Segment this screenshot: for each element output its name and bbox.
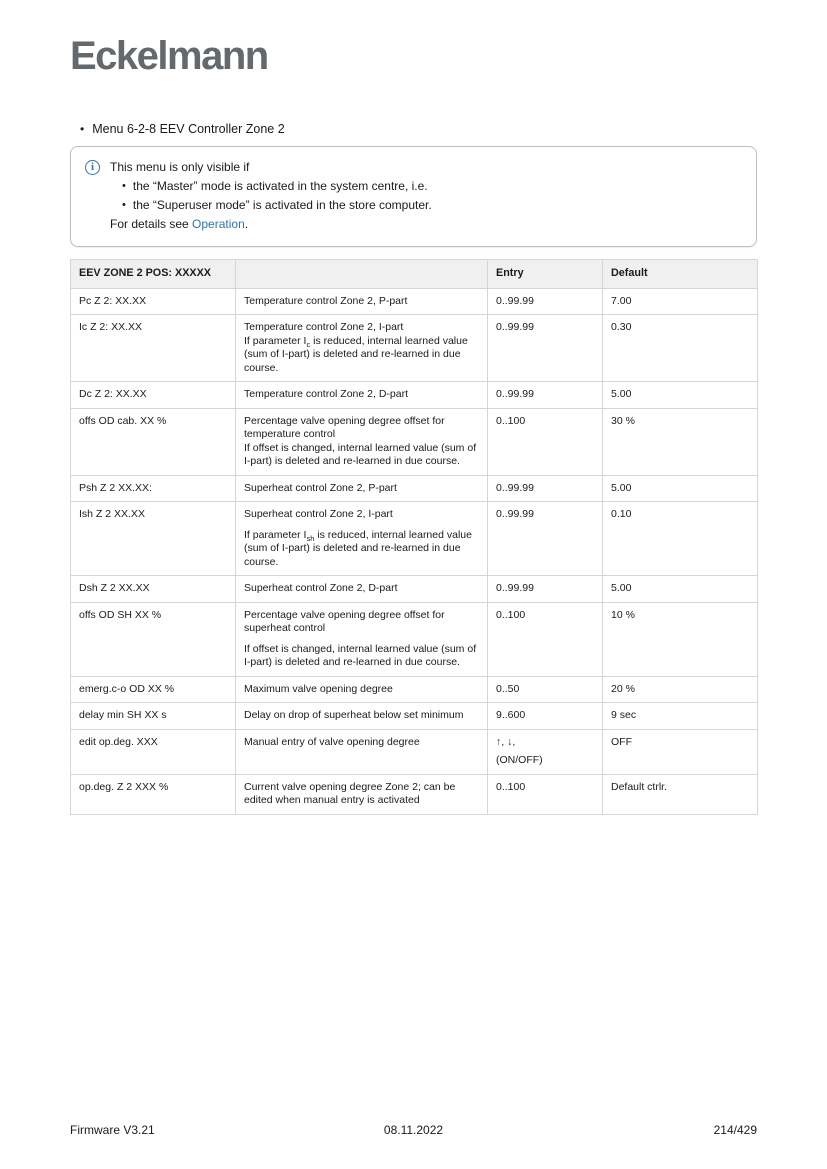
table-row [71, 774, 758, 814]
entry-cell: 0..99.99 [488, 382, 603, 409]
description-line: Temperature control Zone 2, I-part [244, 321, 404, 333]
list-bullet-icon: • [122, 199, 126, 211]
description-cell: Current valve opening degree Zone 2; can be edited when manual entry is activated [236, 774, 488, 814]
param-cell: Psh Z 2 XX.XX: [71, 475, 236, 502]
default-cell: 0.10 [603, 502, 758, 576]
param-cell: Dsh Z 2 XX.XX [71, 576, 236, 603]
description-line [244, 529, 479, 570]
description-text: is reduced, internal learned value (sum of I-part) is deleted and re-learned in due course. [244, 528, 472, 568]
list-bullet-icon: • [80, 122, 85, 136]
table-row [71, 576, 758, 603]
table-header-row [71, 260, 758, 289]
page-footer [70, 1123, 757, 1137]
description-cell: Superheat control Zone 2, P-part [236, 475, 488, 502]
description-cell: Maximum valve opening degree [236, 676, 488, 703]
entry-line: ↑, ↓, [496, 735, 516, 748]
default-cell: 5.00 [603, 576, 758, 603]
description-text: is reduced, internal learned value (sum of I-part) is deleted and re-learned in due course. [244, 334, 468, 374]
table-row [71, 502, 758, 576]
default-cell: OFF [603, 729, 758, 774]
default-cell: 10 % [603, 602, 758, 676]
column-header-description [236, 260, 488, 289]
param-cell: emerg.c-o OD XX % [71, 676, 236, 703]
info-icon: i [85, 160, 100, 175]
default-cell: 20 % [603, 676, 758, 703]
default-cell: Default ctrlr. [603, 774, 758, 814]
description-line: If offset is changed, internal learned value (sum of I-part) is deleted and re-learned in due course. [244, 441, 477, 467]
entry-line: (ON/OFF) [496, 754, 543, 766]
list-bullet-icon: • [122, 180, 126, 192]
info-intro: This menu is only visible if [110, 160, 250, 174]
description-line: Percentage valve opening degree offset for superheat control [244, 608, 445, 634]
entry-cell: 0..50 [488, 676, 603, 703]
info-outro [110, 215, 432, 234]
entry-cell: 0..99.99 [488, 315, 603, 382]
info-bullet-text: the “Superuser mode” is activated in the store computer. [132, 198, 432, 212]
default-cell: 5.00 [603, 475, 758, 502]
description-cell [236, 502, 488, 576]
default-cell: 7.00 [603, 288, 758, 315]
operation-link[interactable]: Operation [192, 217, 245, 231]
default-cell: 0.30 [603, 315, 758, 382]
info-box-body [110, 158, 432, 234]
param-cell: Dc Z 2: XX.XX [71, 382, 236, 409]
info-outro-period: . [244, 217, 249, 231]
default-cell: 30 % [603, 408, 758, 475]
entry-cell [488, 729, 603, 774]
table-row [71, 676, 758, 703]
default-cell: 5.00 [603, 382, 758, 409]
entry-cell: 0..100 [488, 774, 603, 814]
param-cell: offs OD SH XX % [71, 602, 236, 676]
info-bullet-item [110, 196, 432, 215]
description-cell [236, 315, 488, 382]
footer-firmware-version: Firmware V3.21 [70, 1123, 155, 1137]
description-cell: Manual entry of valve opening degree [236, 729, 488, 774]
table-row [71, 475, 758, 502]
param-cell: Pc Z 2: XX.XX [71, 288, 236, 315]
description-line: Superheat control Zone 2, I-part [244, 508, 393, 520]
description-line [244, 335, 479, 376]
page-heading-text: Menu 6-2-8 EEV Controller Zone 2 [92, 122, 285, 136]
description-cell: Delay on drop of superheat below set minimum [236, 703, 488, 730]
entry-cell: 0..99.99 [488, 502, 603, 576]
entry-cell: 0..100 [488, 408, 603, 475]
parameters-table [70, 259, 758, 815]
table-row [71, 315, 758, 382]
param-cell: Ic Z 2: XX.XX [71, 315, 236, 382]
info-outro-text: For details see [110, 217, 193, 231]
description-cell [236, 602, 488, 676]
description-text: If parameter I [244, 334, 307, 347]
column-header-parameter: EEV ZONE 2 POS: XXXXX [71, 260, 236, 289]
param-cell: offs OD cab. XX % [71, 408, 236, 475]
param-cell: Ish Z 2 XX.XX [71, 502, 236, 576]
description-cell [236, 408, 488, 475]
table-row [71, 288, 758, 315]
info-bullet-text: the “Master” mode is activated in the system centre, i.e. [132, 179, 428, 193]
entry-cell: 9..600 [488, 703, 603, 730]
default-cell: 9 sec [603, 703, 758, 730]
table-row [71, 729, 758, 774]
table-row [71, 382, 758, 409]
info-box [70, 146, 757, 247]
page-heading [70, 122, 757, 136]
entry-cell: 0..99.99 [488, 576, 603, 603]
table-row [71, 703, 758, 730]
subscript-text: sh [306, 533, 315, 543]
param-cell: delay min SH XX s [71, 703, 236, 730]
entry-cell: 0..99.99 [488, 288, 603, 315]
param-cell: edit op.deg. XXX [71, 729, 236, 774]
param-cell: op.deg. Z 2 XXX % [71, 774, 236, 814]
company-logo: Eckelmann [70, 34, 268, 78]
description-cell: Temperature control Zone 2, P-part [236, 288, 488, 315]
subscript-text: c [306, 339, 311, 349]
description-line: If offset is changed, internal learned value (sum of I-part) is deleted and re-learned in due course. [244, 642, 477, 668]
table-row [71, 602, 758, 676]
description-cell: Temperature control Zone 2, D-part [236, 382, 488, 409]
info-bullet-item [110, 177, 432, 196]
entry-cell: 0..100 [488, 602, 603, 676]
column-header-default: Default [603, 260, 758, 289]
footer-date: 08.11.2022 [383, 1123, 444, 1137]
table-row [71, 408, 758, 475]
entry-cell: 0..99.99 [488, 475, 603, 502]
description-cell: Superheat control Zone 2, D-part [236, 576, 488, 603]
description-text: If parameter I [244, 528, 307, 541]
footer-page-number: 214/429 [713, 1123, 757, 1137]
description-line: Percentage valve opening degree offset for temperature control [244, 414, 445, 440]
column-header-entry: Entry [488, 260, 603, 289]
